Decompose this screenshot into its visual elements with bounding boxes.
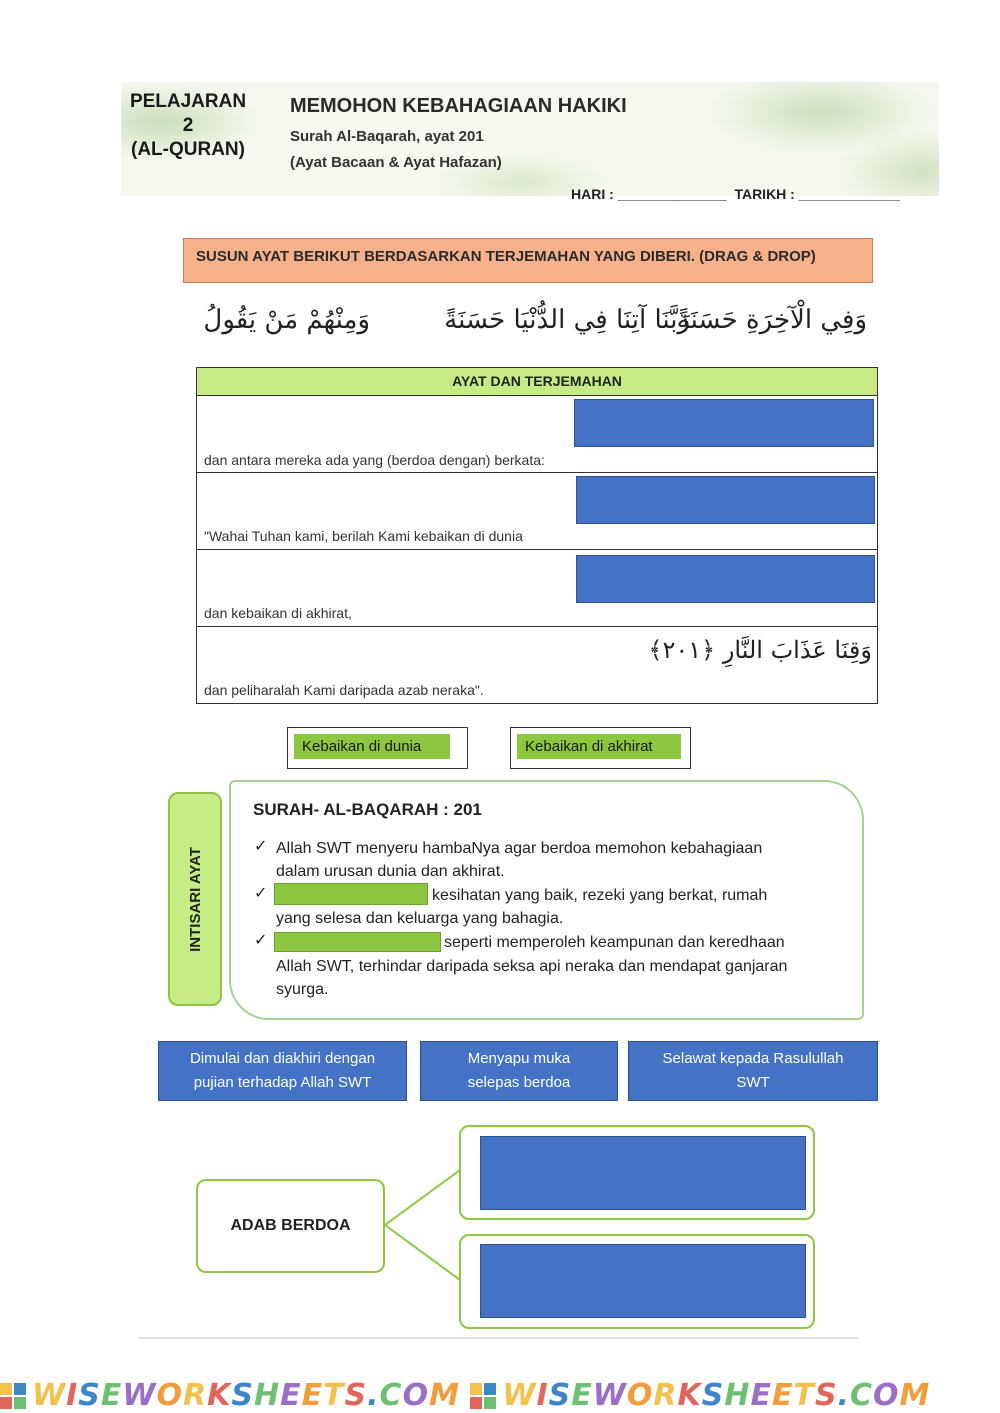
drop-zone-ayat-1[interactable] [574,399,874,447]
drop-zone-dunia[interactable] [274,883,428,905]
brand-text: WISEWORKSHEETS.COM [32,1378,460,1410]
page-title: MEMOHON KEBAHAGIAAN HAKIKI [290,95,627,117]
date-line: HARI : ______________ TARIKH : _____________ [571,186,900,202]
drop-zone-ayat-2[interactable] [576,476,875,524]
intisari-point-1: Allah SWT menyeru hambaNya agar berdoa memohon kebahagiaan dalam urusan dunia dan akhirat. [276,840,763,880]
drop-zone-adab-2[interactable] [480,1244,806,1318]
translation-row-2: "Wahai Tuhan kami, berilah Kami kebaikan di dunia [204,528,523,544]
wiseworksheets-logo-icon [0,1383,26,1409]
check-icon: ✓ [254,932,268,949]
intisari-point-2-line-1: kesihatan yang baik, rezeki yang berkat, rumah [432,887,768,904]
footer-brand [0,1378,1000,1410]
drop-zone-ayat-3[interactable] [576,555,875,603]
surah-reference: Surah Al-Baqarah, ayat 201 [290,128,484,145]
arabic-option-dunia[interactable]: رَبَّنَا آتِنَا فِي الدُّنْيَا حَسَنَةً [444,305,690,335]
table-divider [197,472,877,473]
translation-row-1: dan antara mereka ada yang (berdoa dengan) berkata: [204,452,545,468]
adab-option-selawat[interactable]: Selawat kepada Rasulullah SWT [628,1041,878,1101]
intisari-point-3-line-1: seperti memperoleh keampunan dan keredhaan [444,934,785,951]
intisari-point-3-line-2: Allah SWT, terhindar daripada seksa api neraka dan mendapat ganjaran [276,958,788,975]
drop-zone-adab-1[interactable] [480,1136,806,1210]
check-icon: ✓ [254,885,268,902]
drop-zone-akhirat[interactable] [274,932,441,952]
translation-row-3: dan kebaikan di akhirat, [204,605,352,621]
subtitle: (Ayat Bacaan & Ayat Hafazan) [290,154,502,171]
diagram-connector [380,1160,470,1300]
table-divider [197,626,877,627]
word-option-box-akhirat [510,727,691,769]
wiseworksheets-logo-icon [470,1383,496,1409]
brand-text: WISEWORKSHEETS.COM [502,1378,931,1410]
table-divider [197,549,877,550]
word-option-akhirat[interactable]: Kebaikan di akhirat [517,734,681,759]
intisari-title: SURAH- AL-BAQARAH : 201 [253,800,482,819]
word-option-dunia[interactable]: Kebaikan di dunia [294,734,450,759]
instruction-banner: SUSUN AYAT BERIKUT BERDASARKAN TERJEMAHAN YANG DIBERI. (DRAG & DROP) [183,238,873,283]
lesson-label: PELAJARAN 2 (AL-QURAN) [129,91,247,160]
translation-row-4: dan peliharalah Kami daripada azab neraka". [204,682,484,698]
intisari-tab-label: INTISARI AYAT [186,846,204,952]
adab-berdoa-node: ADAB BERDOA [196,1179,385,1273]
arabic-option-minhum[interactable]: وَمِنْهُمْ مَنْ يَقُولُ [203,305,370,335]
intisari-point-2-line-2: yang selesa dan keluarga yang bahagia. [276,910,564,927]
intisari-point-3-line-3: syurga. [276,981,329,998]
arabic-option-akhirat[interactable]: وَفِي الْآخِرَةِ حَسَنَةً [676,305,867,335]
adab-option-pujian[interactable]: Dimulai dan diakhiri dengan pujian terhadap Allah SWT [158,1041,407,1101]
ayat-row-4-arabic: وَقِنَا عَذَابَ النَّارِ ﴿٢٠١﴾ [648,636,872,664]
word-option-box-dunia [287,727,468,769]
check-icon: ✓ [254,838,268,855]
ayat-table-header: AYAT DAN TERJEMAHAN [197,368,877,396]
divider [138,1337,858,1339]
adab-option-menyapu[interactable]: Menyapu muka selepas berdoa [420,1041,618,1101]
